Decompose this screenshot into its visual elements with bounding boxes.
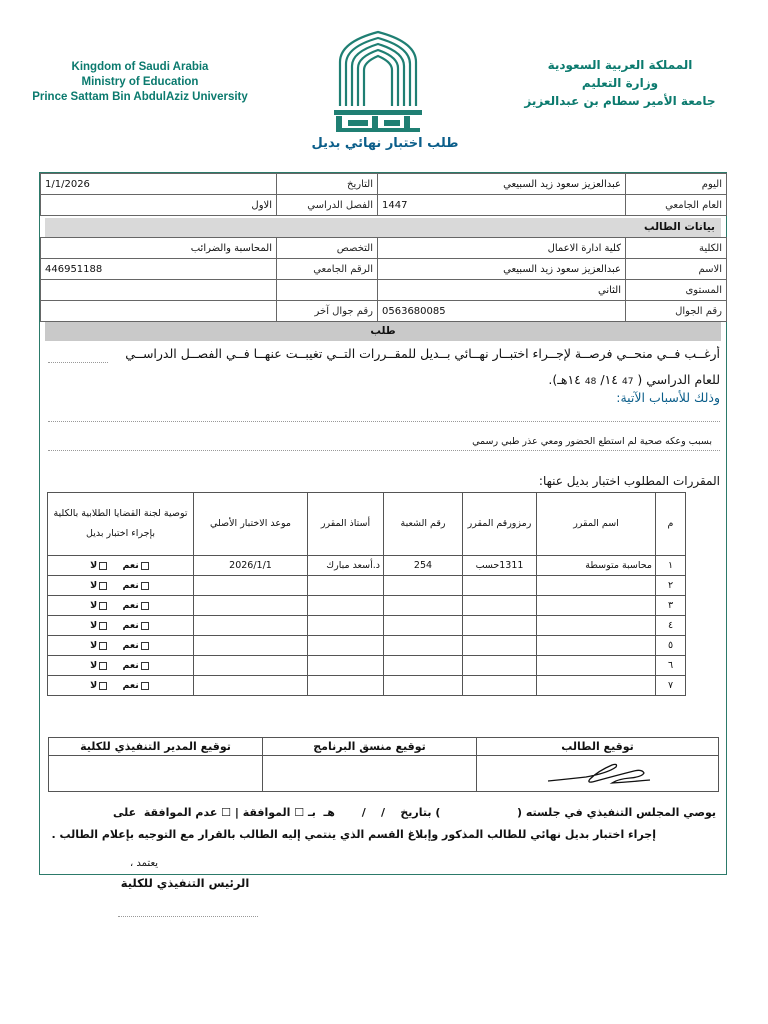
yes-label: نعم <box>122 680 139 691</box>
recommendation-cell <box>48 636 194 656</box>
yes-label: نعم <box>122 560 139 571</box>
year-part-3: 48 <box>584 377 597 387</box>
exam-date-cell[interactable] <box>194 636 308 656</box>
teacher-cell[interactable] <box>308 636 384 656</box>
course-code-cell[interactable] <box>463 596 537 616</box>
year-value[interactable]: 1447 <box>378 195 626 216</box>
yes-checkbox[interactable] <box>141 642 149 650</box>
reason-text[interactable]: بسبب وعكه صحية لم استطع الحضور ومعي عذر طبي رسمي <box>472 436 712 447</box>
course-code-cell[interactable] <box>463 656 537 676</box>
approve-text: يعتمد ، <box>130 858 159 869</box>
yes-label: نعم <box>122 580 139 591</box>
name-value[interactable]: عبدالعزيز سعود زيد السبيعي <box>378 259 626 280</box>
yes-checkbox[interactable] <box>141 682 149 690</box>
teacher-cell[interactable] <box>308 576 384 596</box>
col-header-course-code: رمزورقم المقرر <box>463 493 537 556</box>
yes-checkbox[interactable] <box>141 562 149 570</box>
row-num: ٤ <box>656 616 686 636</box>
college-head-title: الرئيس التنفيذي للكلية <box>120 876 250 890</box>
yes-label: نعم <box>122 660 139 671</box>
mobile-label: رقم الجوال <box>626 301 727 322</box>
col-header-recommendation: توصية لجنة القضايا الطلابية بالكلية بإجراء اختبار بديل <box>48 493 194 556</box>
row-num: ٥ <box>656 636 686 656</box>
section-cell[interactable] <box>384 656 463 676</box>
no-label: لا <box>90 600 98 611</box>
en-country: Kingdom of Saudi Arabia <box>71 61 209 73</box>
english-header <box>20 60 260 105</box>
section-cell[interactable] <box>384 596 463 616</box>
other-mobile-label: رقم جوال آخر <box>277 301 378 322</box>
request-section: طلب <box>45 322 721 341</box>
signatures-table <box>48 737 719 792</box>
exam-date-cell[interactable] <box>194 616 308 636</box>
major-label: التخصص <box>277 238 378 259</box>
name-label: الاسم <box>626 259 727 280</box>
exam-date-cell[interactable]: 2026/1/1 <box>194 556 308 576</box>
row-num: ٧ <box>656 676 686 696</box>
form-title: طلب اختبار نهائي بديل <box>311 136 459 151</box>
en-ministry: Ministry of Education <box>81 76 199 88</box>
table-row <box>48 616 686 636</box>
date-info-table <box>40 173 727 216</box>
student-signature-label: توقيع الطالب <box>477 738 719 756</box>
course-name-cell[interactable] <box>537 596 656 616</box>
other-mobile-value[interactable] <box>41 301 277 322</box>
course-name-cell[interactable] <box>537 636 656 656</box>
teacher-cell[interactable] <box>308 656 384 676</box>
ar-ministry: وزارة التعليم <box>581 76 659 90</box>
no-checkbox[interactable] <box>99 562 107 570</box>
course-name-cell[interactable] <box>537 676 656 696</box>
table-row <box>48 596 686 616</box>
college-value[interactable]: كلية ادارة الاعمال <box>378 238 626 259</box>
director-signature-label: توقيع المدير التنفيذي للكلية <box>49 738 263 756</box>
no-label: لا <box>90 680 98 691</box>
semester-label: الفصل الدراسي <box>277 195 378 216</box>
day-value[interactable]: عبدالعزيز سعود زيد السبيعي <box>378 174 626 195</box>
section-cell[interactable] <box>384 636 463 656</box>
exam-date-cell[interactable] <box>194 596 308 616</box>
no-checkbox[interactable] <box>99 642 107 650</box>
student-signature-cell[interactable] <box>477 756 719 792</box>
dotted-line <box>48 362 108 363</box>
section-cell[interactable] <box>384 616 463 636</box>
exam-date-cell[interactable] <box>194 576 308 596</box>
row-num: ٦ <box>656 656 686 676</box>
row-num: ٣ <box>656 596 686 616</box>
teacher-cell[interactable] <box>308 596 384 616</box>
ar-country: المملكة العربية السعودية <box>547 58 693 72</box>
empty-cell <box>41 280 277 301</box>
major-value[interactable]: المحاسبة والضرائب <box>41 238 277 259</box>
yes-label: نعم <box>122 640 139 651</box>
date-label: التاريخ <box>277 174 378 195</box>
course-name-cell[interactable] <box>537 656 656 676</box>
council-line-2: إجراء اختبار بديل نهائي للطالب المذكور وإبلاغ القسم الذي ينتمي إليه الطالب بالقرار مع التوجيه بإعلام الطالب . <box>51 828 656 841</box>
exam-date-cell[interactable] <box>194 676 308 696</box>
head-signature-line[interactable] <box>118 916 258 917</box>
course-code-cell[interactable] <box>463 676 537 696</box>
no-label: لا <box>90 560 98 571</box>
level-value[interactable]: الثاني <box>378 280 626 301</box>
col-header-exam-date: موعد الاختبار الأصلي <box>194 493 308 556</box>
no-label: لا <box>90 660 98 671</box>
table-row <box>48 676 686 696</box>
year-part-2: ١٤/ <box>600 372 618 387</box>
section-cell[interactable] <box>384 576 463 596</box>
no-checkbox[interactable] <box>99 602 107 610</box>
yes-checkbox[interactable] <box>141 662 149 670</box>
recommendation-cell <box>48 576 194 596</box>
request-line-2 <box>48 372 720 387</box>
ar-university: جامعة الأمير سطام بن عبدالعزيز <box>524 94 716 108</box>
section-cell[interactable]: 254 <box>384 556 463 576</box>
level-label: المستوى <box>626 280 727 301</box>
table-row <box>48 556 686 576</box>
courses-title: المقررات المطلوب اختبار بديل عنها: <box>538 474 720 488</box>
no-checkbox[interactable] <box>99 662 107 670</box>
no-label: لا <box>90 640 98 651</box>
university-id-value[interactable]: 446951188 <box>41 259 277 280</box>
courses-table <box>47 492 686 696</box>
course-code-cell[interactable] <box>463 576 537 596</box>
date-value[interactable]: 1/1/2026 <box>41 174 277 195</box>
semester-value[interactable]: الاول <box>41 195 277 216</box>
mobile-value[interactable]: 0563680085 <box>378 301 626 322</box>
request-line-1: أرغــب فــي منحــي فرصــة لإجــراء اختبــار نهــائي بــديل للمقــررات التــي تغيبــت عنهــا فــي الفصــل الدراســي <box>125 346 720 361</box>
col-header-section: رقم الشعبة <box>384 493 463 556</box>
council-line-1: يوصي المجلس التنفيذي في جلسته ( ) بتاريخ / / هـ بـ ☐ الموافقة | ☐ عدم الموافقة على <box>113 806 716 819</box>
col-header-teacher: أستاذ المقرر <box>308 493 384 556</box>
year-part-4: ١٤هـ). <box>548 372 581 387</box>
course-code-cell[interactable]: 1311حسب <box>463 556 537 576</box>
university-logo-icon <box>330 28 426 136</box>
no-label: لا <box>90 580 98 591</box>
row-num: ٢ <box>656 576 686 596</box>
yes-label: نعم <box>122 600 139 611</box>
row-num: ١ <box>656 556 686 576</box>
no-checkbox[interactable] <box>99 622 107 630</box>
recommendation-cell <box>48 556 194 576</box>
empty-cell <box>277 280 378 301</box>
course-code-cell[interactable] <box>463 636 537 656</box>
recommendation-cell <box>48 676 194 696</box>
table-row <box>48 656 686 676</box>
handwritten-signature-icon <box>538 757 658 787</box>
teacher-cell[interactable] <box>308 676 384 696</box>
day-label: اليوم <box>626 174 727 195</box>
exam-date-cell[interactable] <box>194 656 308 676</box>
en-university: Prince Sattam Bin AbdulAziz University <box>32 91 248 103</box>
yes-checkbox[interactable] <box>141 582 149 590</box>
no-checkbox[interactable] <box>99 582 107 590</box>
teacher-cell[interactable]: د.أسعد مبارك <box>308 556 384 576</box>
college-label: الكلية <box>626 238 727 259</box>
recommendation-cell <box>48 656 194 676</box>
dotted-line <box>48 421 720 422</box>
course-name-cell[interactable] <box>537 616 656 636</box>
no-checkbox[interactable] <box>99 682 107 690</box>
student-info-table <box>40 237 727 322</box>
teacher-cell[interactable] <box>308 616 384 636</box>
col-header-num: م <box>656 493 686 556</box>
year-part-1: 47 <box>621 377 634 387</box>
course-code-cell[interactable] <box>463 616 537 636</box>
course-name-cell[interactable]: محاسبة متوسطة <box>537 556 656 576</box>
yes-checkbox[interactable] <box>141 602 149 610</box>
yes-checkbox[interactable] <box>141 622 149 630</box>
no-label: لا <box>90 620 98 631</box>
recommendation-cell <box>48 616 194 636</box>
table-row <box>48 576 686 596</box>
col-header-course-name: اسم المقرر <box>537 493 656 556</box>
coordinator-signature-label: توقيع منسق البرنامج <box>263 738 477 756</box>
yes-label: نعم <box>122 620 139 631</box>
year-label: العام الجامعي <box>626 195 727 216</box>
university-id-label: الرقم الجامعي <box>277 259 378 280</box>
recommendation-cell <box>48 596 194 616</box>
year-text: للعام الدراسي ( <box>637 372 720 387</box>
reasons-label: وذلك للأسباب الآتية: <box>616 390 720 405</box>
arabic-header <box>520 56 720 110</box>
dotted-line <box>48 450 720 451</box>
table-row <box>48 636 686 656</box>
section-cell[interactable] <box>384 676 463 696</box>
coordinator-signature-cell[interactable] <box>263 756 477 792</box>
course-name-cell[interactable] <box>537 576 656 596</box>
student-data-section: بيانات الطالب <box>45 218 721 237</box>
director-signature-cell[interactable] <box>49 756 263 792</box>
